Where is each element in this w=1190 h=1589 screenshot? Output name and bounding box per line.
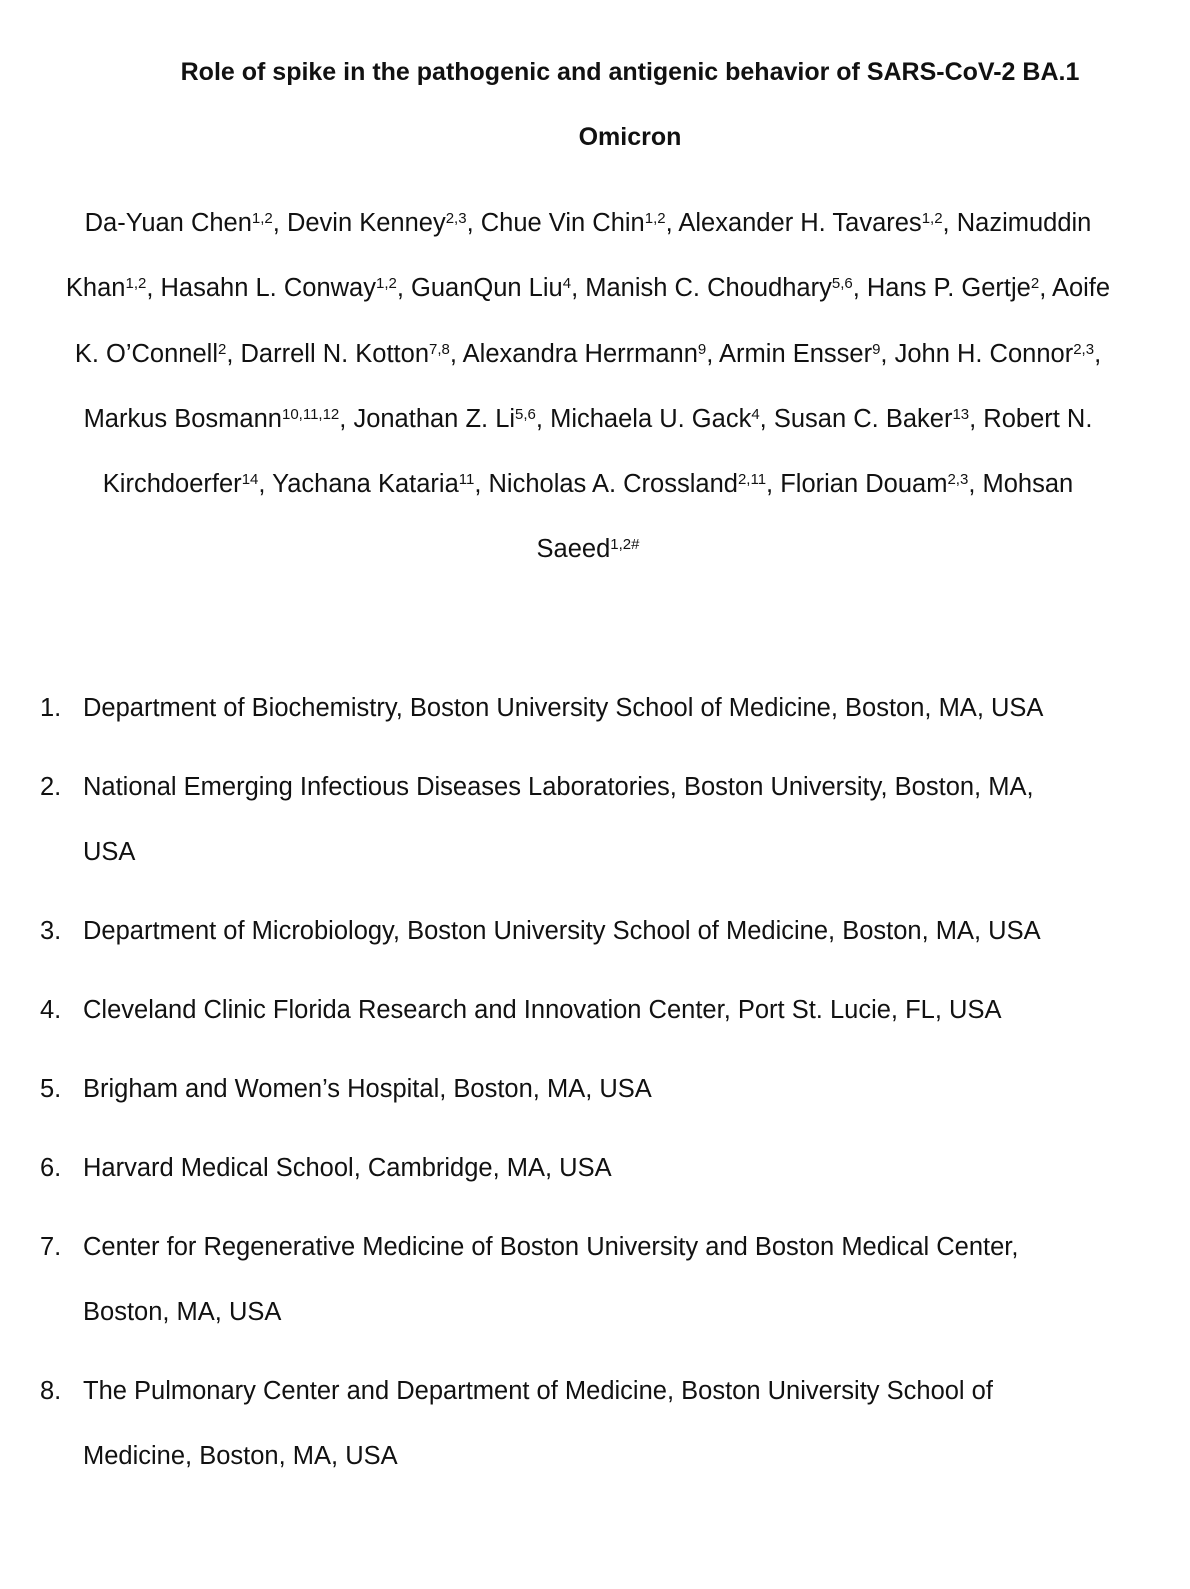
author-affiliation-marker: 1,2 <box>921 209 943 227</box>
affiliation-number: 3. <box>40 917 62 945</box>
author-name: Nazimuddin <box>956 209 1092 237</box>
author-name: Kirchdoerfer <box>102 470 242 499</box>
affiliation-item <box>0 1136 1190 1201</box>
author-name: Yachana Kataria <box>272 470 459 499</box>
author-separator: , <box>466 209 481 237</box>
author-name: GuanQun Liu <box>411 274 563 303</box>
affiliation-line: Department of Biochemistry, Boston University School of Medicine, Boston, MA, USA <box>83 694 1044 722</box>
author-separator: , <box>396 274 412 303</box>
affiliation-line: Boston, MA, USA <box>83 1298 282 1326</box>
author-separator: , <box>706 339 720 368</box>
author-affiliation-marker: 1,2 <box>644 209 666 227</box>
author-separator: , <box>969 404 984 433</box>
author-affiliation-marker: 4 <box>562 275 572 293</box>
author-separator: , <box>449 339 463 368</box>
affiliation-number: 5. <box>40 1075 62 1103</box>
author-name: Michaela U. Gack <box>550 404 752 433</box>
author-name: Jonathan Z. Li <box>353 404 516 433</box>
author-name: Alexander H. Tavares <box>678 209 922 237</box>
author-separator: , <box>146 274 161 303</box>
author-name: John H. Connor <box>894 339 1074 368</box>
title-line: Role of spike in the pathogenic and antigenic behavior of SARS-CoV-2 BA.1 <box>180 58 1080 86</box>
author-affiliation-marker: 1,2 <box>125 275 147 293</box>
author-name: Hasahn L. Conway <box>160 274 376 303</box>
author-line <box>0 256 1176 321</box>
author-name: K. O’Connell <box>74 339 218 368</box>
author-separator: , <box>759 404 774 433</box>
author-affiliation-marker: 2,3 <box>1073 340 1095 358</box>
author-separator: , <box>474 470 489 499</box>
author-name: Chue Vin Chin <box>480 209 645 237</box>
author-affiliation-marker: 1,2# <box>610 536 640 554</box>
author-affiliation-marker: 11 <box>458 470 475 488</box>
author-affiliation-marker: 14 <box>241 470 259 488</box>
affiliation-item <box>0 755 1190 885</box>
affiliation-number: 4. <box>40 996 62 1024</box>
affiliation-line: USA <box>83 838 136 866</box>
author-affiliation-marker: 5,6 <box>515 405 536 423</box>
author-line <box>0 322 1176 387</box>
author-line <box>0 387 1176 452</box>
author-separator: , <box>880 339 895 368</box>
affiliation-text <box>83 676 1190 741</box>
affiliation-line: The Pulmonary Center and Department of Medicine, Boston University School of <box>83 1377 993 1405</box>
author-separator: , <box>766 470 781 499</box>
author-affiliation-marker: 2,3 <box>947 470 969 488</box>
affiliation-line: Medicine, Boston, MA, USA <box>83 1442 398 1470</box>
author-separator: , <box>226 339 241 368</box>
author-affiliation-marker: 2,11 <box>737 470 767 488</box>
author-list <box>0 191 1176 583</box>
affiliation-number: 2. <box>40 773 62 801</box>
author-separator: , <box>339 404 354 433</box>
author-affiliation-marker: 1,2 <box>251 209 273 227</box>
author-name: Saeed <box>536 535 611 564</box>
author-name: Susan C. Baker <box>773 404 953 433</box>
affiliation-line: Center for Regenerative Medicine of Boston University and Boston Medical Center, <box>83 1233 1019 1261</box>
author-line <box>0 517 1176 582</box>
affiliation-line: Cleveland Clinic Florida Research and Innovation Center, Port St. Lucie, FL, USA <box>83 996 1002 1024</box>
author-name: Khan <box>65 274 126 303</box>
author-affiliation-marker: 2 <box>218 340 227 358</box>
author-affiliation-marker: 13 <box>952 405 970 423</box>
affiliation-item <box>0 1359 1190 1489</box>
affiliation-item <box>0 676 1190 741</box>
affiliation-text <box>83 1057 1190 1122</box>
author-affiliation-marker: 4 <box>751 405 760 423</box>
author-name: Nicholas A. Crossland <box>488 470 738 499</box>
paper-title <box>60 40 1190 170</box>
author-separator: , <box>665 209 679 237</box>
affiliation-text <box>83 755 1190 885</box>
author-separator: , <box>968 470 983 499</box>
author-name: Armin Ensser <box>719 339 873 368</box>
author-name: Mohsan <box>982 470 1074 499</box>
author-name: Manish C. Choudhary <box>585 274 832 303</box>
author-line <box>0 452 1176 517</box>
affiliation-item <box>0 1057 1190 1122</box>
affiliation-line: National Emerging Infectious Diseases Laboratories, Boston University, Boston, MA, <box>83 773 1034 801</box>
affiliation-text <box>83 1215 1190 1345</box>
author-separator: , <box>942 209 957 237</box>
author-name: Florian Douam <box>780 470 948 499</box>
author-separator: , <box>272 209 287 237</box>
author-name: Darrell N. Kotton <box>240 339 430 368</box>
author-separator: , <box>535 404 551 433</box>
author-affiliation-marker: 1,2 <box>375 275 397 293</box>
author-affiliation-marker: 9 <box>697 340 707 358</box>
affiliation-list <box>0 676 1190 1503</box>
author-name: Hans P. Gertje <box>866 274 1031 303</box>
author-separator: , <box>571 274 586 303</box>
affiliation-line: Department of Microbiology, Boston University School of Medicine, Boston, MA, USA <box>83 917 1041 945</box>
affiliation-number: 1. <box>40 694 62 722</box>
author-affiliation-marker: 5,6 <box>831 275 853 293</box>
affiliation-number: 6. <box>40 1154 62 1182</box>
affiliation-text <box>83 1136 1190 1201</box>
affiliation-number: 7. <box>40 1233 62 1261</box>
affiliation-line: Brigham and Women’s Hospital, Boston, MA, USA <box>83 1075 652 1103</box>
affiliation-item <box>0 978 1190 1043</box>
author-affiliation-marker: 7,8 <box>429 340 450 358</box>
author-separator: , <box>852 274 867 303</box>
author-affiliation-marker: 2,3 <box>445 209 467 227</box>
author-affiliation-marker: 10,11,12 <box>281 405 340 423</box>
author-separator: , <box>1094 339 1102 368</box>
author-separator: , <box>258 470 273 499</box>
affiliation-text <box>83 1359 1190 1489</box>
author-name: Da-Yuan Chen <box>84 209 252 237</box>
affiliation-item <box>0 899 1190 964</box>
author-name: Alexandra Herrmann <box>462 339 698 368</box>
author-name: Devin Kenney <box>286 209 446 237</box>
affiliation-line: Harvard Medical School, Cambridge, MA, USA <box>83 1154 612 1182</box>
author-name: Aoife <box>1051 274 1111 303</box>
affiliation-text <box>83 899 1190 964</box>
author-name: Robert N. <box>983 404 1093 433</box>
title-line: Omicron <box>578 123 682 151</box>
affiliation-text <box>83 978 1190 1043</box>
author-line <box>0 191 1176 256</box>
author-affiliation-marker: 2 <box>1030 275 1040 293</box>
author-affiliation-marker: 9 <box>872 340 881 358</box>
author-name: Markus Bosmann <box>83 404 282 433</box>
affiliation-item <box>0 1215 1190 1345</box>
affiliation-number: 8. <box>40 1377 62 1405</box>
author-separator: , <box>1039 274 1052 303</box>
